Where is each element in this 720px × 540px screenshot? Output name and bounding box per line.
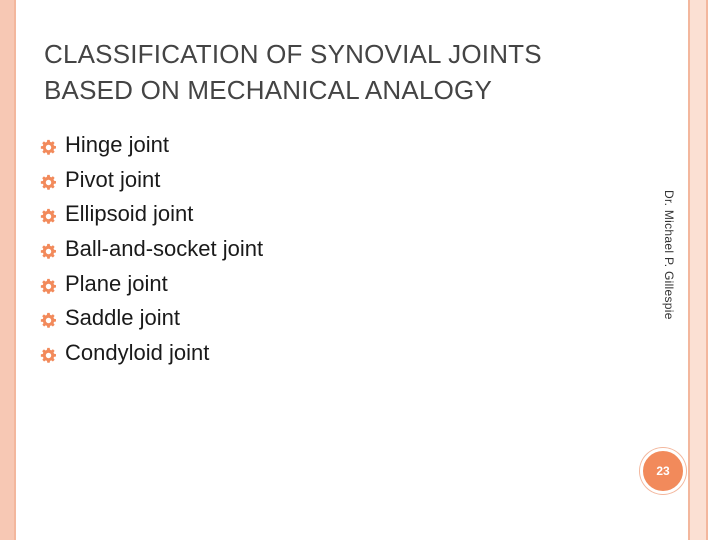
joint-type-list [40,128,263,371]
list-item-label: Plane joint [65,270,168,296]
gear-icon [40,208,57,225]
list-item-label: Pivot joint [65,166,161,192]
gear-icon [40,139,57,156]
list-item [40,301,263,336]
page-number: 23 [656,464,670,478]
list-item [40,163,263,198]
list-item-label: Saddle joint [65,305,180,331]
right-band-decoration [688,0,708,540]
left-border-decoration [0,0,14,540]
author-credit: Dr. Michael P. Gillespie [662,190,676,320]
list-item-label: Condyloid joint [65,340,210,366]
list-item [40,128,263,163]
right-band-line [706,0,708,540]
list-item-label: Hinge joint [65,132,169,157]
page-number-badge [640,448,686,494]
gear-icon [40,174,57,191]
list-item [40,197,263,232]
list-item [40,336,263,371]
gear-icon [40,347,57,364]
list-item [40,267,263,302]
gear-icon [40,278,57,295]
gear-icon [40,243,57,260]
list-item-label: Ball-and-socket joint [65,236,264,262]
title-line-2: BASED ON MECHANICAL ANALOGY [44,75,492,105]
gear-icon [40,312,57,329]
right-band-line [688,0,690,540]
slide-title [44,36,664,108]
list-item-label: Ellipsoid joint [65,201,194,227]
title-line-1: CLASSIFICATION OF SYNOVIAL JOINTS [44,39,542,69]
left-border-line [14,0,16,540]
list-item [40,232,263,267]
